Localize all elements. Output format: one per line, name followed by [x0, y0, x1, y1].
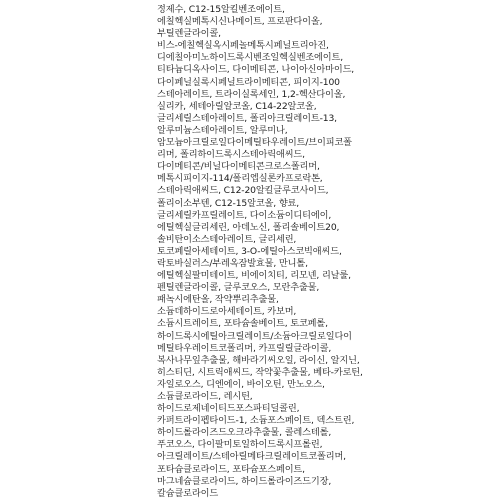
- ingredient-line: 스테아레이트, 트라이실록세인, 1,2-헥산다이올,: [157, 88, 346, 100]
- ingredient-line: 알루미늄스테아레이트, 알루미나,: [157, 124, 288, 136]
- ingredient-line: 암모늄아크릴로일다이메틸타우레이트/브이피코폴: [157, 137, 352, 149]
- ingredient-line: 티타늄디옥사이드, 다이메티콘, 나이아신아마이드,: [157, 64, 355, 76]
- ingredient-line: 자일로오스, 디엔에이, 바이오틴, 만노오스,: [157, 378, 325, 390]
- ingredient-line: 다이페닐실록시페닐트라이메티콘, 피이지-100: [157, 76, 340, 88]
- ingredient-line: 카퍼트라이펩타이드-1, 소듐포스페이트, 덱스트린,: [157, 415, 355, 427]
- ingredient-line: 아크릴레이트/스테아릴메타크릴레이트코폴리머,: [157, 451, 346, 463]
- ingredient-line: 하이드로제네이티드포스파티딜콜린,: [157, 403, 300, 415]
- ingredient-line: 글리세릴카프릴레이트, 다이소듐이디티에이,: [157, 209, 332, 221]
- ingredient-list: [157, 4, 363, 500]
- ingredient-line: 다이메티콘/비닐다이메티콘크로스폴리머,: [157, 161, 320, 173]
- ingredient-line: 글리세릴스테아레이트, 폴리아크릴레이트-13,: [157, 112, 337, 124]
- ingredient-line: 복사나무잎추출물, 해바라기씨오일, 라이신, 알지닌,: [157, 354, 360, 366]
- ingredient-line: 비스-에칠헥실옥시페놀메톡시페닐트리아진,: [157, 40, 329, 52]
- ingredient-line: 에틸헥실글리세린, 아데노신, 폴리솔베이트20,: [157, 221, 340, 233]
- ingredient-line: 메틸타우레이트코폴리머, 카프릴릴글라이콜,: [157, 342, 332, 354]
- ingredient-line: 하이드롤라이즈드오크라추출물, 콜레스테롤,: [157, 427, 332, 439]
- ingredient-line: 소듐클로라이드, 레시틴,: [157, 391, 253, 402]
- ingredient-line: 소듐데하이드로아세테이트, 카보머,: [157, 306, 297, 318]
- ingredient-line: 푸코오스, 다이팔미토일하이드록시프롤린,: [157, 439, 323, 451]
- ingredient-line: 실리카, 세테아릴알코올, C14-22알코올,: [157, 100, 317, 112]
- ingredient-line: 하이드록시에틸아크릴레이트/소듐아크릴로일다이: [157, 330, 352, 342]
- ingredient-line: 에틸헥실팔미테이트, 비에이치티, 리모넨, 리날룰,: [157, 270, 351, 282]
- ingredient-line: 히스티딘, 시트릭애씨드, 작약꽃추출물, 베타-카로틴,: [157, 366, 363, 378]
- ingredient-line: 패녹시에탄올, 작약뿌리추출물,: [157, 294, 279, 306]
- ingredient-line: 마그네슘클로라이드, 하이드롤라이즈드기장,: [157, 475, 332, 487]
- ingredient-line: 소듐시트레이트, 포타슘솔베이트, 토코페롤,: [157, 318, 328, 330]
- ingredient-line: 칼슘클로라이드: [157, 487, 219, 499]
- ingredient-line: 폴리이소부텐, C12-15알코올, 향료,: [157, 197, 300, 209]
- ingredient-line: 정제수, C12-15알킬벤조에이트,: [157, 4, 285, 15]
- ingredient-line: 스테아릭애씨드, C12-20알킬글루코사이드,: [157, 185, 329, 197]
- ingredient-line: 포타슘클로라이드, 포타슘포스페이트,: [157, 463, 305, 475]
- ingredient-line: 디에칠아미노하이드록시벤조일헥실벤조에이트,: [157, 52, 343, 64]
- ingredient-line: 리머, 폴리하이드록시스테아릭애씨드,: [157, 149, 305, 161]
- ingredient-line: 락토바실러스/부레옥잠발효물, 만니톨,: [157, 257, 308, 269]
- ingredient-line: 에칠헥실메톡시신나메이트, 프로판다이올,: [157, 16, 323, 28]
- ingredient-line: 메톡시피이지-114/폴리엡실론카프로락톤,: [157, 173, 323, 185]
- ingredient-line: 솔비탄이소스테아레이트, 글리세린,: [157, 233, 297, 245]
- ingredient-line: 토코페릴아세테이트, 3-O-에틸아스코빅애씨드,: [157, 245, 342, 257]
- ingredient-line: 펜틸렌글라이콜, 글루코오스, 모란추출물,: [157, 282, 320, 294]
- ingredient-line: 부틸렌글라이콜,: [157, 28, 221, 40]
